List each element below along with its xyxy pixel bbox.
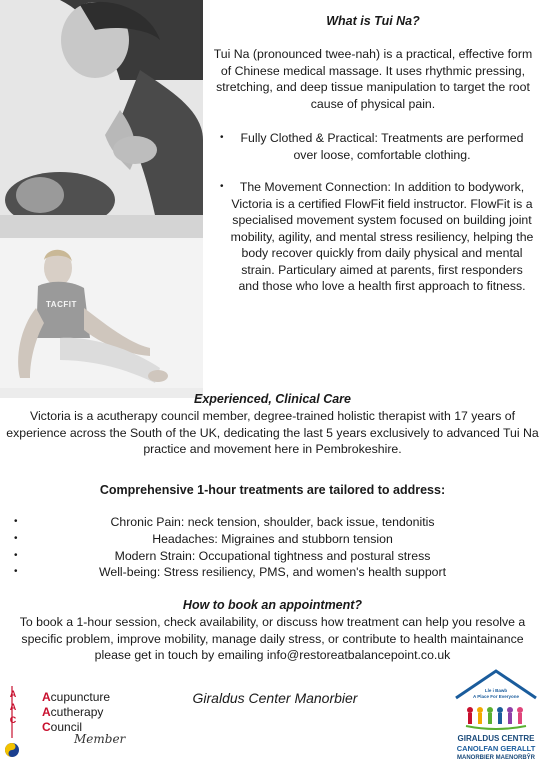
bullet-movement-connection-text: The Movement Connection: In addition to bodywork, Victoria is a certified FlowFit field instructor. FlowFit is a specialised movement system focused on building joint mobility, agility, and mental stress resiliency, helping the body recover quickly from daily physical and mental strain. Particulary aimed at parents, first responders and those who love a health first approach to fitness. bbox=[230, 180, 534, 293]
aac-vertical-letters bbox=[6, 688, 20, 727]
bullet-dot-icon: • bbox=[14, 532, 18, 544]
bullet-dot-icon: • bbox=[14, 516, 18, 527]
booking-heading: How to book an appointment? bbox=[182, 598, 363, 612]
aac-line-1 bbox=[42, 690, 110, 705]
list-item bbox=[0, 531, 545, 548]
bullet-movement-connection bbox=[212, 179, 534, 295]
tui-na-intro: Tui Na (pronounced twee-nah) is a practical, effective form of Chinese medical massage. It uses rhythmic pressing, stretching, and deep tissue manipulation to target the root cause of physical pain. bbox=[213, 47, 533, 111]
aac-line-2 bbox=[42, 705, 110, 720]
bullet-fully-clothed bbox=[212, 130, 534, 163]
treatment-well-being: Well-being: Stress resiliency, PMS, and women's health support bbox=[98, 565, 447, 580]
aac-word-1: cupuncture bbox=[50, 690, 111, 704]
giraldus-name-english: GIRALDUS CENTRE bbox=[457, 734, 535, 743]
bullet-dot-icon: • bbox=[14, 549, 18, 561]
aac-word-3: ouncil bbox=[50, 720, 83, 734]
list-item bbox=[0, 564, 545, 581]
aac-initial-2: A bbox=[42, 705, 51, 719]
therapist-treatment-photo bbox=[0, 0, 203, 238]
treatments-list bbox=[0, 514, 545, 581]
tui-na-heading: What is Tui Na? bbox=[326, 14, 420, 28]
bullet-dot-icon: • bbox=[220, 132, 224, 143]
aac-letter-1: A bbox=[9, 689, 17, 699]
aac-initial-1: A bbox=[42, 690, 51, 704]
aac-member-logo bbox=[4, 684, 154, 764]
venue-name: Giraldus Center Manorbier bbox=[192, 690, 358, 706]
tui-na-section bbox=[212, 14, 534, 295]
bullet-fully-clothed-text: Fully Clothed & Practical: Treatments are performed over loose, comfortable clothing. bbox=[240, 131, 524, 162]
giraldus-house-icon bbox=[450, 668, 542, 730]
giraldus-name-welsh: CANOLFAN GERALLT bbox=[456, 744, 536, 753]
experience-heading: Experienced, Clinical Care bbox=[193, 392, 351, 406]
treatment-modern-strain: Modern Strain: Occupational tightness and postural stress bbox=[114, 548, 431, 563]
giraldus-tagline-welsh: Lle i Bawb bbox=[484, 688, 508, 693]
giraldus-centre-logo bbox=[450, 668, 542, 766]
treatment-headaches: Headaches: Migraines and stubborn tension bbox=[152, 531, 393, 546]
experience-body: Victoria is a acutherapy council member, degree-trained holistic therapist with 17 years of experience across the South of the UK, dedicating the last 5 years exclusively to advanced Tui Na practice and movement here in Pembrokeshire. bbox=[6, 409, 539, 456]
giraldus-tagline-english: A Place For Everyone bbox=[472, 694, 520, 699]
aac-letter-2: A bbox=[9, 702, 17, 712]
bullet-dot-icon: • bbox=[220, 181, 224, 192]
giraldus-location: MANORBIER MAENORBŶR bbox=[457, 755, 535, 761]
shirt-logo-text: TACFIT bbox=[46, 300, 77, 309]
bullet-dot-icon: • bbox=[14, 566, 18, 578]
instructor-photo bbox=[0, 238, 203, 398]
aac-letter-3: C bbox=[9, 715, 17, 725]
treatments-heading: Comprehensive 1-hour treatments are tailored to address: bbox=[99, 483, 446, 497]
aac-initial-3: C bbox=[42, 720, 51, 734]
list-item bbox=[0, 548, 545, 565]
aac-word-2: cutherapy bbox=[50, 705, 104, 719]
booking-body: To book a 1-hour session, check availability, or discuss how treatment can help you resolve a specific problem, improve mobility, manage daily stress, or contribute to health maintainance please get in touch by emailing info@restoreatbalancepoint.co.uk bbox=[19, 615, 526, 662]
member-signature: Member bbox=[74, 732, 126, 746]
therapist-treatment-illustration bbox=[0, 0, 203, 238]
list-item bbox=[0, 514, 545, 531]
instructor-illustration bbox=[0, 238, 203, 398]
aac-name bbox=[42, 690, 110, 735]
treatment-chronic-pain: Chronic Pain: neck tension, shoulder, back issue, tendonitis bbox=[110, 515, 435, 529]
